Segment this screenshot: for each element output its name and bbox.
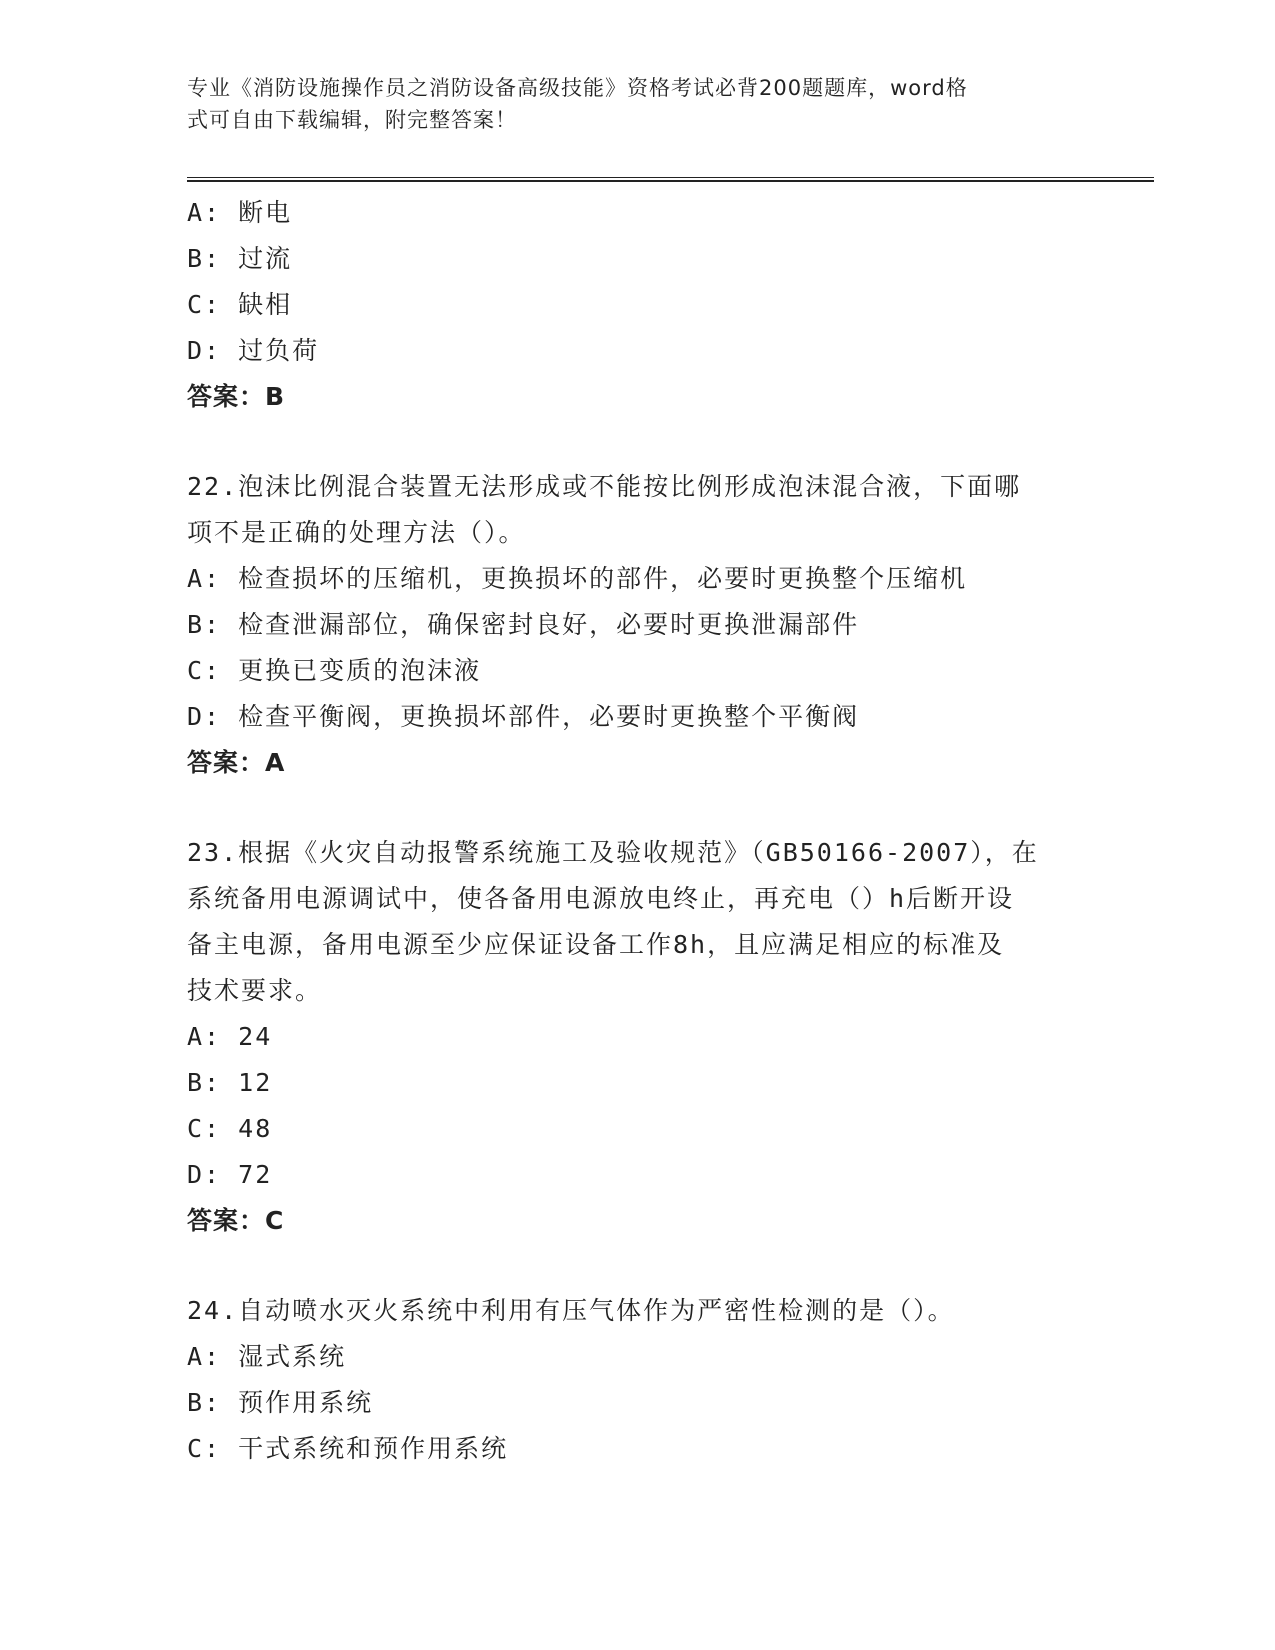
option-a: A: 断电 <box>187 198 293 227</box>
question-21-remainder <box>187 190 1087 420</box>
header-line-1: 专业《消防设施操作员之消防设备高级技能》资格考试必背200题题库，word格 <box>187 76 968 100</box>
option-c: C: 缺相 <box>187 290 293 319</box>
option-d: D: 72 <box>187 1160 273 1189</box>
option-b: B: 过流 <box>187 244 293 273</box>
option-d: D: 过负荷 <box>187 336 320 365</box>
question-text-line: 技术要求。 <box>187 976 323 1005</box>
spacer <box>187 786 1087 830</box>
question-24 <box>187 1288 1087 1472</box>
option-c: C: 48 <box>187 1114 273 1143</box>
page-header <box>187 72 1067 136</box>
option-b: B: 12 <box>187 1068 273 1097</box>
option-d: D: 检查平衡阀，更换损坏部件，必要时更换整个平衡阀 <box>187 702 860 731</box>
question-text-line: 23.根据《火灾自动报警系统施工及验收规范》（GB50166-2007），在 <box>187 838 1039 867</box>
answer-line: 答案：C <box>187 1206 285 1235</box>
spacer <box>187 1244 1087 1288</box>
option-c: C: 干式系统和预作用系统 <box>187 1434 509 1463</box>
answer-line: 答案：A <box>187 748 286 777</box>
option-b: B: 预作用系统 <box>187 1388 374 1417</box>
option-a: A: 24 <box>187 1022 273 1051</box>
spacer <box>187 420 1087 464</box>
question-text-line: 备主电源，备用电源至少应保证设备工作8h，且应满足相应的标准及 <box>187 930 1005 959</box>
option-a: A: 检查损坏的压缩机，更换损坏的部件，必要时更换整个压缩机 <box>187 564 968 593</box>
document-body <box>187 190 1087 1472</box>
header-line-2: 式可自由下载编辑，附完整答案！ <box>187 108 517 132</box>
question-text-line: 24.自动喷水灭火系统中利用有压气体作为严密性检测的是（）。 <box>187 1296 955 1325</box>
option-c: C: 更换已变质的泡沫液 <box>187 656 482 685</box>
question-text-line: 系统备用电源调试中，使各备用电源放电终止，再充电（）h后断开设 <box>187 884 1015 913</box>
header-divider <box>187 177 1154 182</box>
question-22 <box>187 464 1087 786</box>
option-b: B: 检查泄漏部位，确保密封良好，必要时更换泄漏部件 <box>187 610 860 639</box>
question-text-line: 22.泡沫比例混合装置无法形成或不能按比例形成泡沫混合液，下面哪 <box>187 472 1022 501</box>
option-a: A: 湿式系统 <box>187 1342 347 1371</box>
question-23 <box>187 830 1087 1244</box>
answer-line: 答案：B <box>187 382 286 411</box>
question-text-line: 项不是正确的处理方法（）。 <box>187 518 526 547</box>
